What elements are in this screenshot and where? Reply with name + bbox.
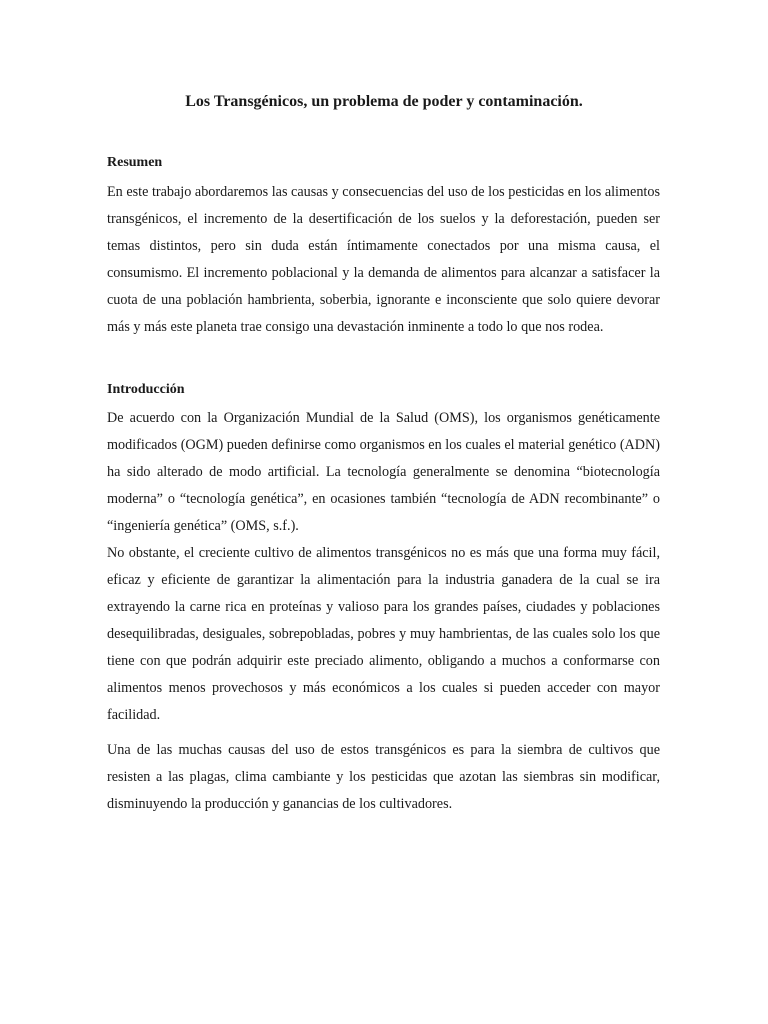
paragraph-introduccion-3: Una de las muchas causas del uso de estos transgénicos es para la siembra de cultivos que resisten a las plagas, clima cambiante y los pesticidas que azotan las siembras sin modificar, disminuyendo la producción y ganancias de los cultivadores. bbox=[107, 742, 660, 812]
paragraph-introduccion-1: De acuerdo con la Organización Mundial de la Salud (OMS), los organismos genéticamente modificados (OGM) pueden definirse como organismos en los cuales el material genético (ADN) ha sido alterado de modo artificial. La tecnología generalmente se denomina “biotecnología moderna” o “tecnología genética”, en ocasiones también “tecnología de ADN recombinante” o “ingeniería genética” (OMS, s.f.). bbox=[107, 410, 660, 534]
paragraph-introduccion-2: No obstante, el creciente cultivo de alimentos transgénicos no es más que una forma muy fácil, eficaz y eficiente de garantizar la alimentación para la industria ganadera de la cual se ira extrayendo la carne rica en proteínas y valioso para los grandes países, ciudades y poblaciones desequilibradas, desiguales, sobrepobladas, pobres y muy hambrientas, de las cuales solo los que tiene con que podrán adquirir este preciado alimento, obligando a muchos a conformarse con alimentos menos provechosos y más económicos a los cuales si pueden acceder con mayor facilidad. bbox=[107, 545, 660, 723]
section-heading-introduccion: Introducción bbox=[107, 382, 185, 397]
paragraph-resumen: En este trabajo abordaremos las causas y consecuencias del uso de los pesticidas en los alimentos transgénicos, el incremento de la desertificación de los suelos y la deforestación, pueden ser temas distintos, pero sin duda están íntimamente conectados por una misma causa, el consumismo. El incremento poblacional y la demanda de alimentos para alcanzar a satisfacer la cuota de una población hambrienta, soberbia, ignorante e inconsciente que solo quiere devorar más y más este planeta trae consigo una devastación inminente a todo lo que nos rodea. bbox=[107, 184, 660, 335]
section-heading-resumen: Resumen bbox=[107, 155, 163, 170]
document-title: Los Transgénicos, un problema de poder y contaminación. bbox=[185, 93, 583, 110]
